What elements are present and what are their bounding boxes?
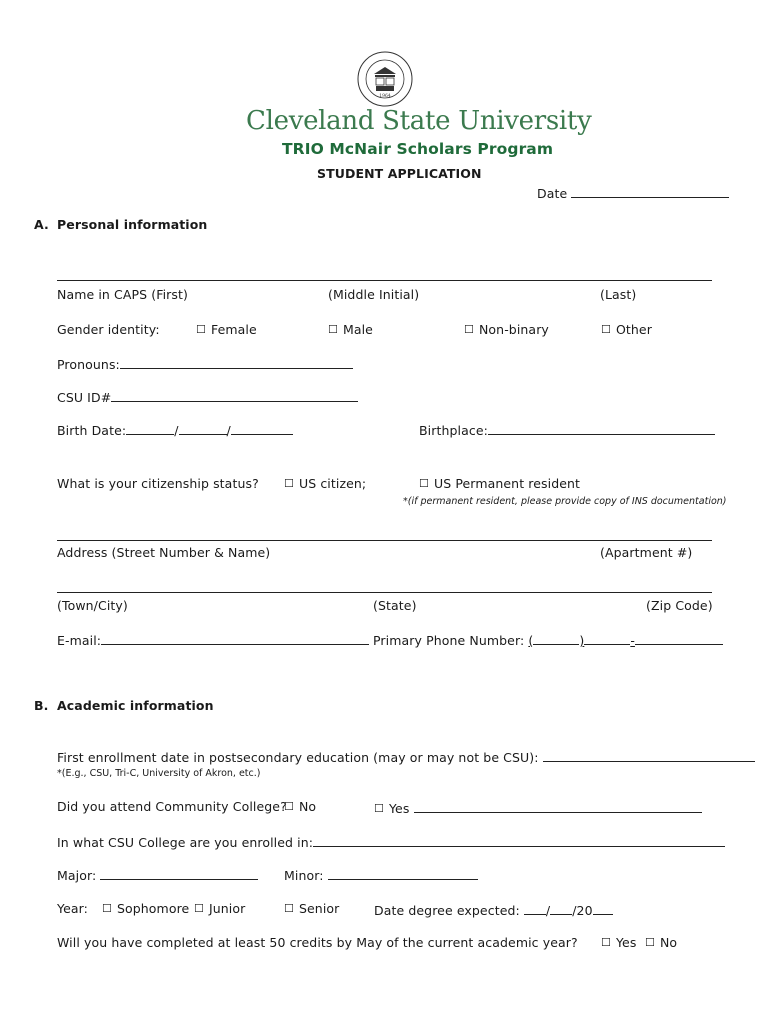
csu-id-field[interactable] xyxy=(57,388,358,405)
checkbox-icon[interactable]: ☐ xyxy=(102,902,112,915)
csu-college-field[interactable] xyxy=(57,833,725,850)
gender-label: Gender identity: xyxy=(57,322,160,337)
phone-field[interactable] xyxy=(373,631,723,648)
checkbox-icon[interactable]: ☐ xyxy=(645,936,655,949)
checkbox-icon[interactable]: ☐ xyxy=(196,323,206,336)
university-name: Cleveland State University xyxy=(246,106,592,136)
credits-yes[interactable]: ☐ Yes xyxy=(601,935,637,950)
seal-year: 1964 xyxy=(379,94,391,99)
birth-month-line[interactable] xyxy=(126,421,174,435)
community-college-label: Did you attend Community College? xyxy=(57,799,287,814)
birthplace-field[interactable] xyxy=(419,421,715,438)
checkbox-icon[interactable]: ☐ xyxy=(601,936,611,949)
checkbox-icon[interactable]: ☐ xyxy=(194,902,204,915)
csu-id-line[interactable] xyxy=(111,388,358,402)
town-state-zip-line[interactable] xyxy=(57,592,712,593)
phone-label: Primary Phone Number: xyxy=(373,633,525,648)
major-label: Major: xyxy=(57,868,97,883)
degree-month-line[interactable] xyxy=(524,901,546,915)
degree-day-line[interactable] xyxy=(550,901,572,915)
year-label: Year: xyxy=(57,901,88,916)
birth-year-line[interactable] xyxy=(231,421,293,435)
town-label: (Town/City) xyxy=(57,598,128,613)
minor-field[interactable] xyxy=(284,866,478,883)
gender-male[interactable]: ☐ Male xyxy=(328,322,373,337)
csu-college-line[interactable] xyxy=(313,833,725,847)
credits-question: Will you have completed at least 50 credits by May of the current academic year? xyxy=(57,935,578,950)
checkbox-icon[interactable]: ☐ xyxy=(284,902,294,915)
citizenship-note: *(if permanent resident, please provide copy of INS documentation) xyxy=(403,496,727,507)
birthplace-label: Birthplace: xyxy=(419,423,488,438)
address-line[interactable] xyxy=(57,540,712,541)
form-title: STUDENT APPLICATION xyxy=(317,166,482,181)
pronouns-field[interactable] xyxy=(57,355,353,372)
date-label: Date xyxy=(537,186,568,201)
birthplace-line[interactable] xyxy=(488,421,715,435)
phone-open-paren: ( xyxy=(528,633,534,648)
minor-line[interactable] xyxy=(328,866,478,880)
university-seal xyxy=(356,50,414,108)
first-enrollment-field[interactable] xyxy=(57,748,755,765)
apartment-label: (Apartment #) xyxy=(600,545,693,560)
birth-date-field[interactable]: Birth Date: / / xyxy=(57,421,293,438)
birth-day-line[interactable] xyxy=(179,421,227,435)
gender-female[interactable]: ☐ Female xyxy=(196,322,257,337)
phone-dash: - xyxy=(630,633,635,648)
checkbox-icon[interactable]: ☐ xyxy=(601,323,611,336)
phone-area-line[interactable] xyxy=(533,631,579,645)
phone-close-paren: ) xyxy=(579,633,585,648)
checkbox-icon[interactable]: ☐ xyxy=(464,323,474,336)
name-line[interactable] xyxy=(57,280,712,281)
gender-nonbinary[interactable]: ☐ Non-binary xyxy=(464,322,549,337)
state-label: (State) xyxy=(373,598,417,613)
name-first-label: Name in CAPS (First) xyxy=(57,287,189,302)
pronouns-label: Pronouns: xyxy=(57,357,120,372)
major-line[interactable] xyxy=(100,866,258,880)
address-label: Address (Street Number & Name) xyxy=(57,545,271,560)
program-title: TRIO McNair Scholars Program xyxy=(282,140,554,158)
citizenship-us-citizen[interactable]: ☐ US citizen; xyxy=(284,476,367,491)
year-senior[interactable]: ☐ Senior xyxy=(284,901,340,916)
minor-label: Minor: xyxy=(284,868,324,883)
email-field[interactable] xyxy=(57,631,369,648)
community-college-yes[interactable]: ☐ Yes xyxy=(374,799,702,816)
gender-other[interactable]: ☐ Other xyxy=(601,322,652,337)
zip-label: (Zip Code) xyxy=(646,598,713,613)
name-middle-label: (Middle Initial) xyxy=(328,287,420,302)
name-last-label: (Last) xyxy=(600,287,637,302)
first-enrollment-line[interactable] xyxy=(543,748,755,762)
degree-expected-field[interactable]: Date degree expected: / /20 xyxy=(374,901,613,918)
community-college-name-line[interactable] xyxy=(414,799,702,813)
year-sophomore[interactable]: ☐ Sophomore xyxy=(102,901,190,916)
checkbox-icon[interactable]: ☐ xyxy=(284,800,294,813)
year-junior[interactable]: ☐ Junior xyxy=(194,901,246,916)
date-line[interactable] xyxy=(571,184,729,198)
checkbox-icon[interactable]: ☐ xyxy=(374,802,384,815)
date-field[interactable] xyxy=(537,184,729,201)
degree-expected-label: Date degree expected: xyxy=(374,903,520,918)
section-b-heading: Academic information xyxy=(57,698,214,713)
first-enrollment-label: First enrollment date in postsecondary education (may or may not be CSU): xyxy=(57,750,539,765)
major-field[interactable] xyxy=(57,866,258,883)
checkbox-icon[interactable]: ☐ xyxy=(284,477,294,490)
credits-no[interactable]: ☐ No xyxy=(645,935,678,950)
section-a-letter: A. xyxy=(34,217,49,232)
csu-college-label: In what CSU College are you enrolled in: xyxy=(57,835,314,850)
citizenship-label: What is your citizenship status? xyxy=(57,476,259,491)
phone-number-line[interactable] xyxy=(635,631,723,645)
csu-id-label: CSU ID# xyxy=(57,390,112,405)
degree-year-line[interactable] xyxy=(593,901,613,915)
pronouns-line[interactable] xyxy=(120,355,353,369)
birth-date-label: Birth Date: xyxy=(57,423,127,438)
checkbox-icon[interactable]: ☐ xyxy=(328,323,338,336)
community-college-no[interactable]: ☐ No xyxy=(284,799,317,814)
phone-prefix-line[interactable] xyxy=(584,631,630,645)
section-a-heading: Personal information xyxy=(57,217,208,232)
email-label: E-mail: xyxy=(57,633,102,648)
email-line[interactable] xyxy=(101,631,369,645)
checkbox-icon[interactable]: ☐ xyxy=(419,477,429,490)
first-enrollment-note: *(E.g., CSU, Tri-C, University of Akron, etc.) xyxy=(57,768,261,779)
section-b-letter: B. xyxy=(34,698,49,713)
citizenship-permanent-resident[interactable]: ☐ US Permanent resident xyxy=(419,476,581,491)
